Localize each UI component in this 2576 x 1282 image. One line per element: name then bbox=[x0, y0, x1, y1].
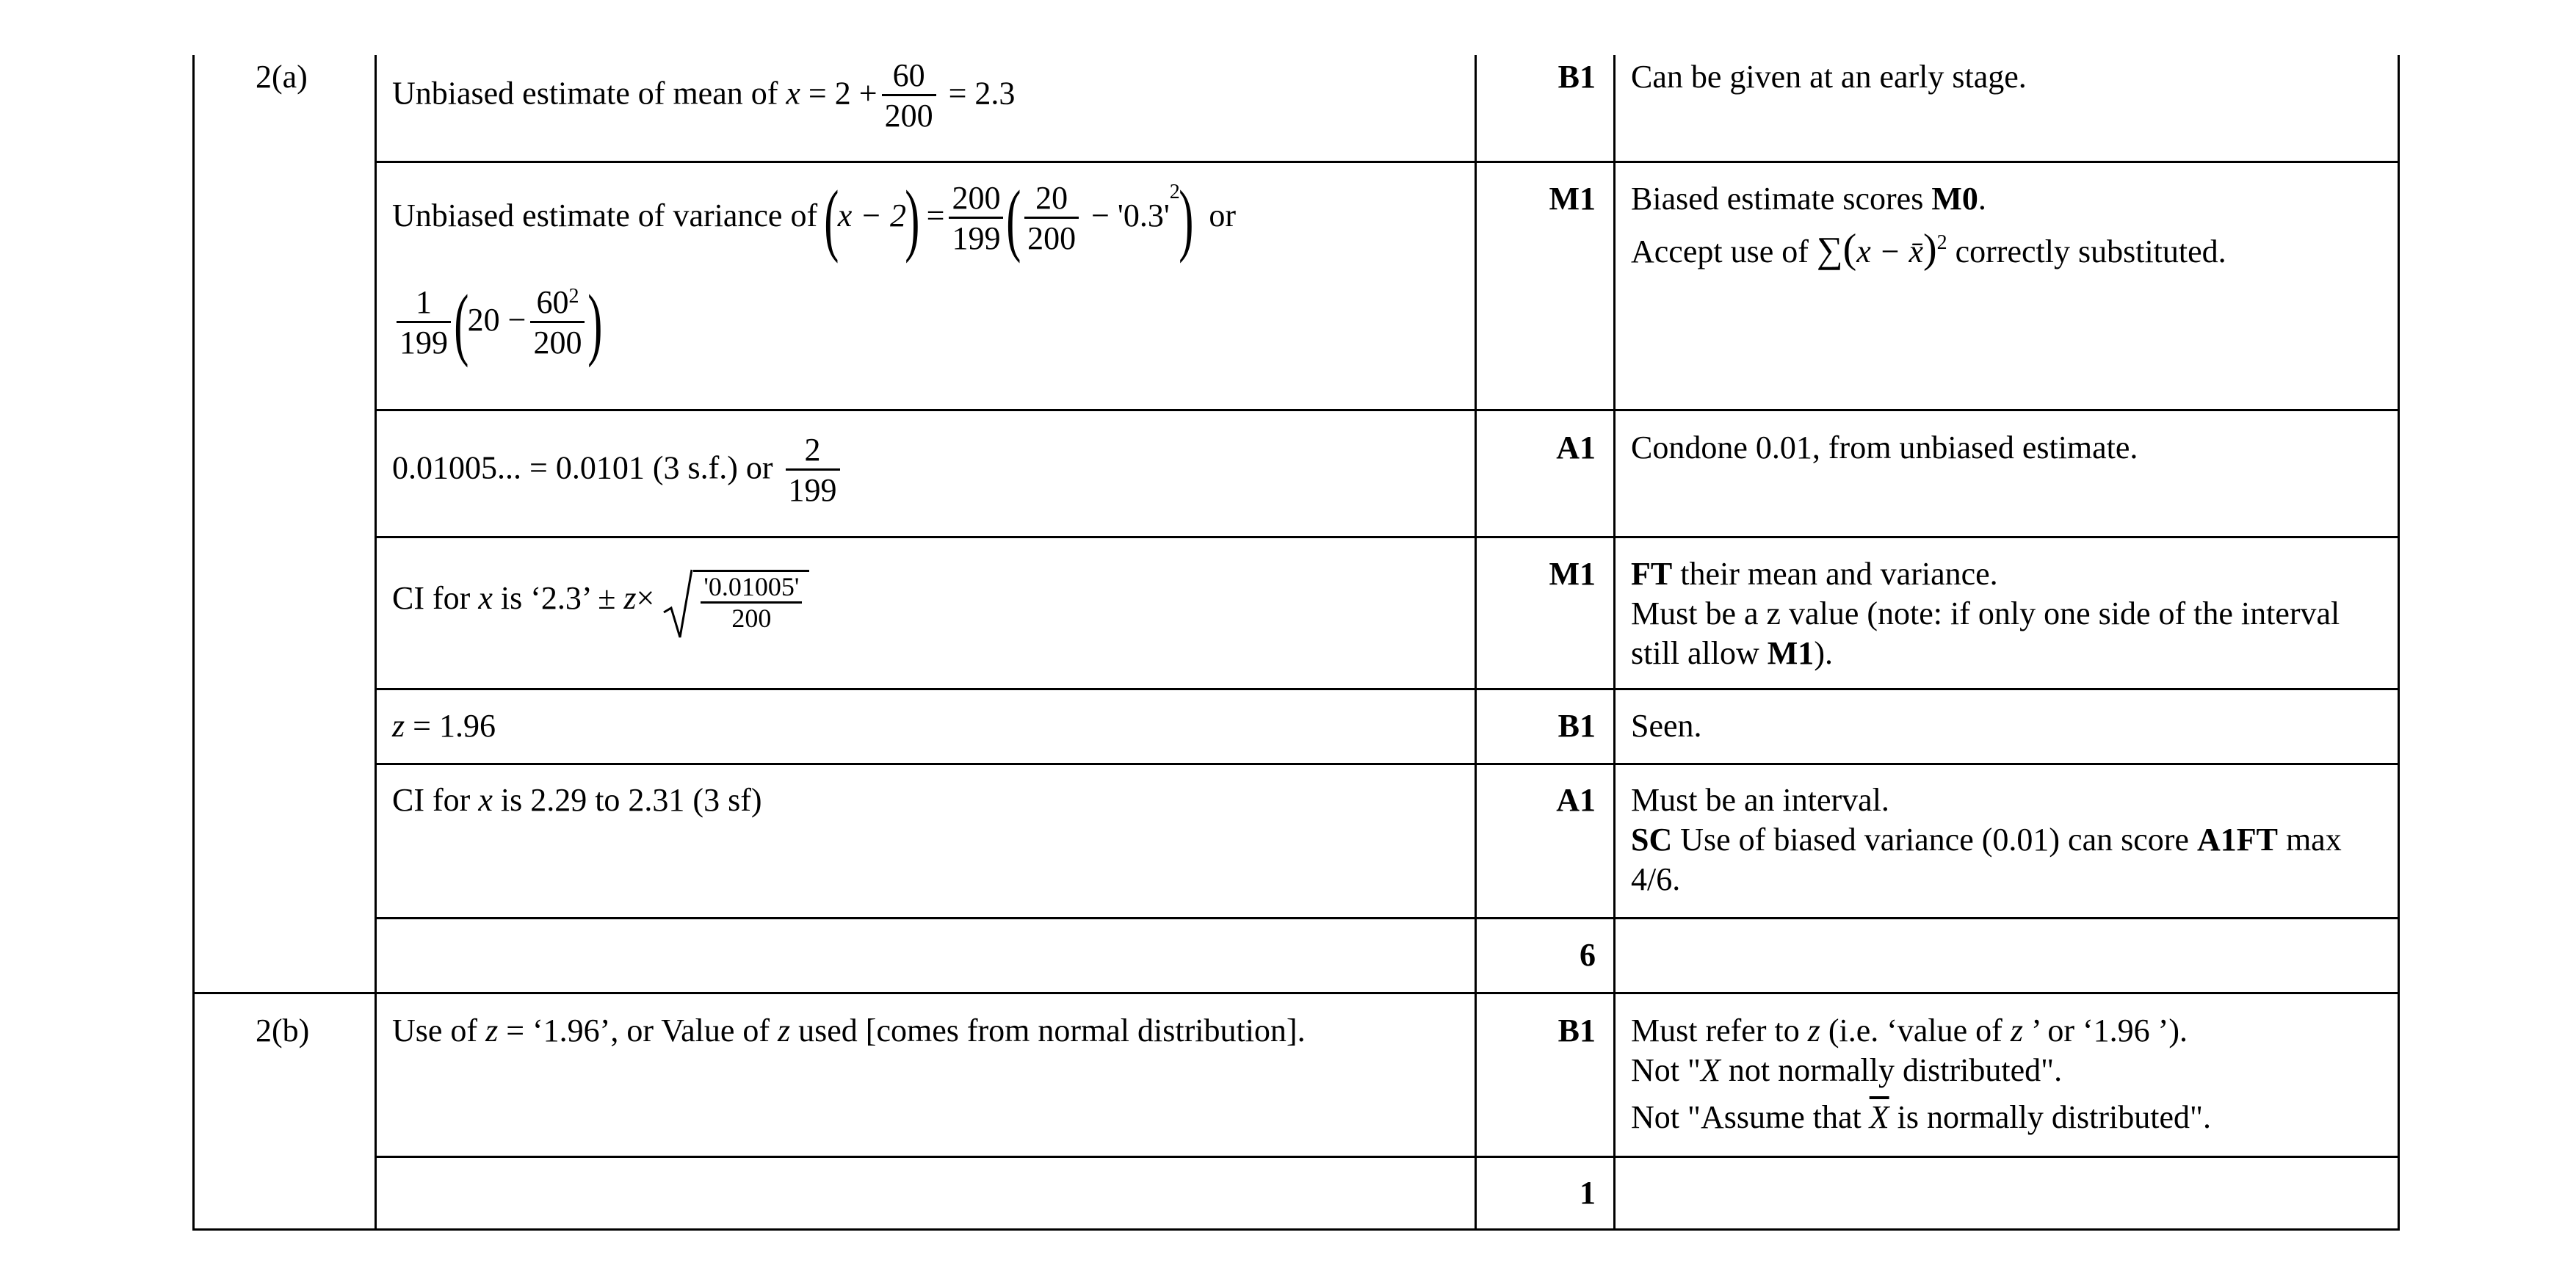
guidance bbox=[1631, 781, 2395, 899]
answer-ci-result bbox=[392, 781, 762, 820]
guidance-text: ). bbox=[1814, 635, 1833, 671]
fraction-denominator: 199 bbox=[949, 217, 1003, 258]
variable-x: x bbox=[478, 782, 493, 818]
fraction-denominator: 199 bbox=[786, 468, 840, 510]
numerator-value: 60 bbox=[536, 283, 569, 320]
guidance-line bbox=[1631, 1098, 2395, 1137]
fraction bbox=[882, 57, 936, 136]
answer-ci-formula bbox=[392, 570, 809, 633]
fraction-denominator: 200 bbox=[1024, 217, 1079, 258]
mark-code: B1 bbox=[1557, 59, 1596, 95]
guidance-text: is normally distributed". bbox=[1889, 1099, 2211, 1135]
mark-code: M1 bbox=[1549, 556, 1596, 592]
guidance bbox=[1631, 57, 2395, 97]
row-divider bbox=[375, 409, 2400, 411]
guidance-text: their mean and variance. bbox=[1672, 556, 1998, 592]
right-paren: ) bbox=[1178, 174, 1194, 264]
fraction-numerator: 20 bbox=[1035, 179, 1068, 216]
variable-z: z bbox=[392, 708, 405, 744]
guidance-line bbox=[1631, 1051, 2395, 1090]
right-paren: ) bbox=[905, 174, 920, 264]
answer-text: Unbiased estimate of variance of bbox=[392, 198, 818, 234]
table-divider-guidance bbox=[1613, 55, 1616, 1230]
superscript: 2 bbox=[1169, 181, 1180, 203]
inner-term: 20 − bbox=[467, 302, 527, 338]
guidance bbox=[1631, 1011, 2395, 1137]
variable-X: X bbox=[1700, 1052, 1721, 1088]
guidance-text: Accept use of bbox=[1631, 233, 1817, 269]
fraction-numerator: '0.01005' bbox=[703, 572, 800, 601]
or-text: or bbox=[1209, 198, 1237, 234]
fraction-denominator: 200 bbox=[701, 601, 802, 633]
row-divider bbox=[375, 763, 2400, 765]
answer-text: is ‘2.3’ ± bbox=[492, 580, 624, 617]
mark-code: B1 bbox=[1557, 708, 1596, 744]
square-root bbox=[662, 570, 809, 633]
fraction bbox=[949, 180, 1003, 258]
answer-text: Use of bbox=[392, 1013, 486, 1049]
guidance bbox=[1631, 554, 2395, 673]
guidance-text: max 4/6. bbox=[1631, 822, 2342, 897]
guidance-line bbox=[1631, 820, 2395, 899]
guidance-line bbox=[1631, 554, 2395, 594]
fraction bbox=[530, 284, 585, 363]
guidance-text: Use of biased variance (0.01) can score bbox=[1672, 822, 2197, 858]
guidance-text: correctly substituted. bbox=[1947, 233, 2226, 269]
row-divider bbox=[375, 1156, 2400, 1158]
left-paren: ( bbox=[454, 278, 469, 368]
fraction-denominator: 200 bbox=[882, 94, 936, 136]
table-divider-marks bbox=[1475, 55, 1477, 1230]
root-sign bbox=[662, 567, 695, 640]
guidance-bold: A1FT bbox=[2196, 822, 2278, 858]
right-paren: ) bbox=[587, 278, 603, 368]
guidance-value: 0.01 bbox=[1755, 430, 1812, 466]
guidance-bold: SC bbox=[1631, 822, 1673, 858]
fraction-numerator: 200 bbox=[952, 179, 1001, 216]
fraction-numerator: 60 bbox=[892, 57, 925, 93]
guidance-line: Can be given at an early stage. bbox=[1631, 59, 2027, 95]
guidance-line: Must be an interval. bbox=[1631, 782, 1889, 818]
mark-code: B1 bbox=[1557, 1013, 1596, 1049]
fraction-numerator: 1 bbox=[416, 283, 432, 320]
variable-x: x bbox=[786, 75, 800, 112]
variable-z: z bbox=[778, 1013, 791, 1049]
table-border-left bbox=[192, 55, 195, 1230]
fraction-numerator: 2 bbox=[804, 432, 821, 468]
guidance bbox=[1631, 179, 2395, 272]
superscript: 2 bbox=[568, 284, 579, 308]
guidance-bold: M0 bbox=[1931, 181, 1978, 217]
guidance-line bbox=[1631, 1011, 2395, 1051]
equals-text: = bbox=[918, 198, 945, 234]
row-divider bbox=[375, 688, 2400, 690]
answer-text: = ‘1.96’, or Value of bbox=[498, 1013, 778, 1049]
guidance-text: Not "Assume that bbox=[1631, 1099, 1870, 1135]
expression: x − 2 bbox=[837, 198, 906, 234]
root-content bbox=[693, 570, 809, 633]
variable-z: z bbox=[485, 1013, 499, 1049]
sum-symbol: ∑ bbox=[1816, 229, 1843, 270]
guidance-bold: M1 bbox=[1767, 635, 1815, 671]
answer-mean bbox=[392, 57, 1015, 136]
left-paren: ( bbox=[1842, 226, 1857, 272]
table-border-bottom bbox=[192, 1228, 2400, 1231]
answer-text: Unbiased estimate of mean of bbox=[392, 75, 778, 112]
table-divider-answer bbox=[375, 55, 377, 1230]
answer-text: = 1.96 bbox=[405, 708, 496, 744]
answer-text: used [comes from normal distribution]. bbox=[790, 1013, 1306, 1049]
fraction-denominator: 199 bbox=[397, 321, 451, 363]
variable-X-bar: $\overline{X}$ bbox=[1869, 1099, 1889, 1135]
equals-text: = 2 + bbox=[800, 75, 878, 112]
guidance bbox=[1631, 428, 2395, 468]
row-divider bbox=[375, 536, 2400, 538]
guidance-text: (i.e. ‘value of bbox=[1820, 1013, 2011, 1049]
guidance-line bbox=[1631, 179, 2395, 219]
guidance-text: not normally distributed". bbox=[1720, 1052, 2063, 1088]
mark-code: A1 bbox=[1556, 430, 1596, 466]
superscript: 2 bbox=[1936, 231, 1947, 254]
left-paren: ( bbox=[824, 174, 839, 264]
guidance-line: Seen. bbox=[1631, 708, 1702, 744]
guidance-text: ’ or ‘1.96 ’). bbox=[2022, 1013, 2188, 1049]
answer-text: CI for bbox=[392, 580, 479, 617]
row-divider bbox=[375, 917, 2400, 919]
guidance bbox=[1631, 706, 2395, 746]
guidance-line bbox=[1631, 428, 2395, 468]
table-border-right bbox=[2398, 55, 2400, 1230]
variable-z: z bbox=[623, 580, 637, 617]
guidance-text: Must refer to bbox=[1631, 1013, 1808, 1049]
answer-text: 0.01005... = 0.0101 (3 s.f.) or bbox=[392, 449, 773, 486]
left-paren: ( bbox=[1006, 174, 1021, 264]
guidance-bold: FT bbox=[1631, 556, 1673, 592]
mark-code: M1 bbox=[1549, 181, 1596, 217]
guidance-text: , from unbiased estimate. bbox=[1812, 430, 2138, 466]
guidance-text: Biased estimate scores bbox=[1631, 181, 1932, 217]
fraction bbox=[701, 572, 802, 633]
row-divider-full bbox=[192, 992, 2400, 994]
variable-x: x bbox=[478, 580, 493, 617]
expression: x − x̄ bbox=[1856, 233, 1923, 269]
right-paren: ) bbox=[1922, 226, 1937, 272]
answer-variance-alt bbox=[392, 278, 603, 368]
mark-code: A1 bbox=[1556, 782, 1596, 818]
guidance-text: Condone bbox=[1631, 430, 1756, 466]
guidance-text: Must be a z value (note: if only one side of the interval still allow bbox=[1631, 595, 2340, 671]
guidance-text: . bbox=[1978, 181, 1986, 217]
answer-normal bbox=[392, 1011, 1306, 1051]
guidance-text: Not " bbox=[1631, 1052, 1701, 1088]
answer-text: CI for bbox=[392, 782, 479, 818]
answer-variance bbox=[392, 174, 1237, 264]
row-divider bbox=[375, 161, 2400, 163]
fraction bbox=[397, 284, 451, 363]
guidance-line bbox=[1631, 594, 2395, 673]
result-text: = 2.3 bbox=[940, 75, 1016, 112]
answer-z-value bbox=[392, 706, 496, 746]
minus-term: − '0.3' bbox=[1083, 198, 1170, 234]
total-marks: 1 bbox=[1580, 1175, 1596, 1211]
variable-z: z bbox=[2010, 1013, 2023, 1049]
times-symbol: × bbox=[636, 580, 655, 617]
question-label: 2(b) bbox=[256, 1013, 310, 1049]
question-label: 2(a) bbox=[256, 59, 308, 95]
answer-variance-value bbox=[392, 432, 844, 510]
fraction bbox=[1024, 180, 1079, 258]
answer-text: is 2.29 to 2.31 (3 sf) bbox=[492, 782, 762, 818]
variable-z: z bbox=[1807, 1013, 1820, 1049]
fraction-numerator bbox=[530, 284, 585, 321]
fraction-denominator: 200 bbox=[530, 321, 585, 363]
total-marks: 6 bbox=[1580, 937, 1596, 973]
guidance-line bbox=[1631, 226, 2395, 272]
fraction bbox=[786, 432, 840, 510]
